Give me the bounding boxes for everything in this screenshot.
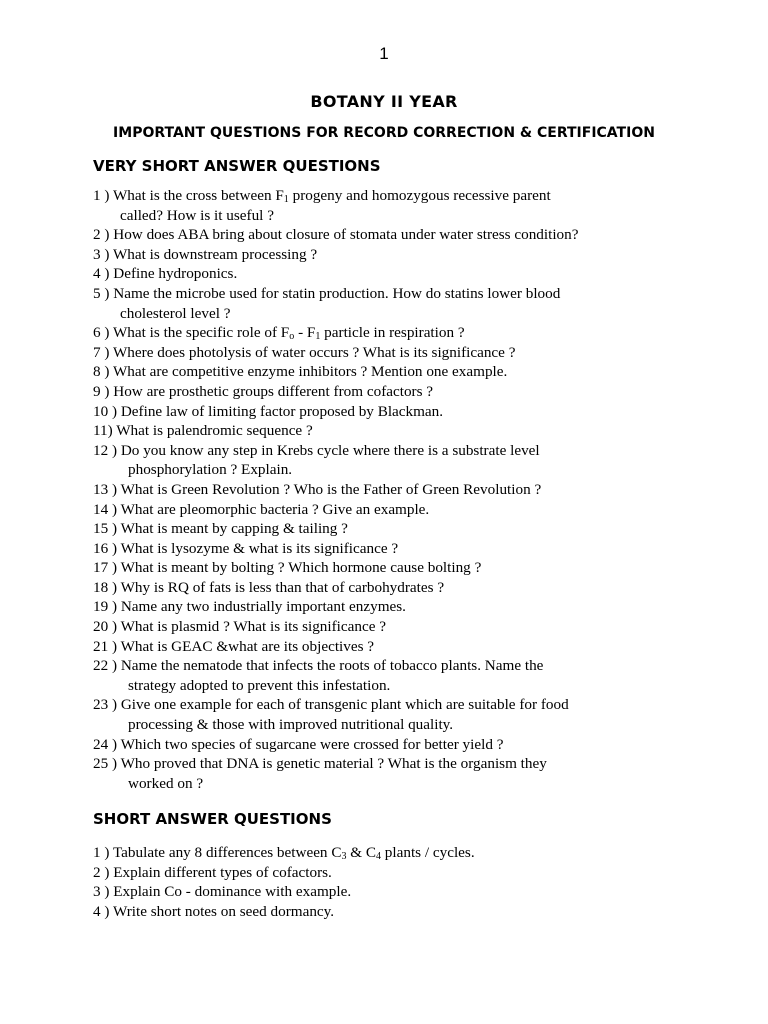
question-text: 23 ) Give one example for each of transgenic plant which are suitable for food	[93, 696, 569, 714]
list-item: 11) What is palendromic sequence ?	[93, 422, 313, 440]
list-item	[93, 656, 713, 695]
question-continuation: worked on ?	[128, 774, 204, 792]
list-item: 21 ) What is GEAC &what are its objectives ?	[93, 637, 375, 655]
question-text: & C	[346, 844, 376, 861]
list-item: 17 ) What is meant by bolting ? Which hormone cause bolting ?	[93, 559, 482, 577]
short-answer-heading: SHORT ANSWER QUESTIONS	[93, 810, 332, 828]
list-item: 7 ) Where does photolysis of water occurs ? What is its significance ?	[93, 343, 516, 361]
question-text: plants / cycles.	[381, 844, 475, 861]
very-short-question-list	[93, 186, 713, 793]
list-item: 24 ) Which two species of sugarcane were crossed for better yield ?	[93, 735, 504, 753]
document-subtitle: IMPORTANT QUESTIONS FOR RECORD CORRECTION & CERTIFICATION	[113, 125, 655, 141]
list-item: 8 ) What are competitive enzyme inhibitors ? Mention one example.	[93, 363, 508, 381]
list-item: 14 ) What are pleomorphic bacteria ? Give an example.	[93, 500, 430, 518]
list-item: 4 ) Write short notes on seed dormancy.	[93, 902, 335, 920]
list-item: 13 ) What is Green Revolution ? Who is the Father of Green Revolution ?	[93, 480, 542, 498]
list-item: 20 ) What is plasmid ? What is its significance ?	[93, 618, 386, 636]
list-item: 16 ) What is lysozyme & what is its significance ?	[93, 539, 399, 557]
list-item: 15 ) What is meant by capping & tailing ?	[93, 520, 348, 538]
list-item	[93, 323, 713, 343]
short-question-list	[93, 843, 713, 921]
list-item: 18 ) Why is RQ of fats is less than that of carbohydrates ?	[93, 578, 445, 596]
list-item	[93, 186, 713, 225]
question-text: 25 ) Who proved that DNA is genetic material ? What is the organism they	[93, 755, 547, 773]
question-text: progeny and homozygous recessive parent	[288, 187, 551, 204]
subscript: 1	[315, 331, 321, 343]
list-item: 3 ) Explain Co - dominance with example.	[93, 883, 352, 901]
question-text: 6 ) What is the specific role of F	[93, 324, 290, 342]
list-item: 3 ) What is downstream processing ?	[93, 245, 318, 263]
list-item	[93, 843, 713, 863]
subscript: 1	[283, 194, 289, 205]
question-text: particle in respiration ?	[320, 324, 465, 342]
list-item: 2 ) Explain different types of cofactors.	[93, 863, 332, 881]
list-item	[93, 754, 713, 793]
question-text: 22 ) Name the nematode that infects the roots of tobacco plants. Name the	[93, 657, 544, 675]
subscript: o	[289, 331, 295, 343]
subscript: 3	[341, 851, 347, 862]
question-continuation: strategy adopted to prevent this infestation.	[128, 676, 391, 694]
list-item	[93, 441, 713, 480]
question-continuation: called? How is it useful ?	[120, 206, 274, 224]
question-text: 12 ) Do you know any step in Krebs cycle where there is a substrate level	[93, 441, 540, 459]
list-item	[93, 695, 713, 734]
list-item: 9 ) How are prosthetic groups different from cofactors ?	[93, 382, 434, 400]
list-item: 19 ) Name any two industrially important enzymes.	[93, 598, 406, 616]
list-item: 10 ) Define law of limiting factor proposed by Blackman.	[93, 402, 444, 420]
document-title: BOTANY II YEAR	[310, 92, 458, 111]
subscript: 4	[376, 851, 381, 862]
very-short-answer-heading: VERY SHORT ANSWER QUESTIONS	[93, 157, 381, 175]
list-item: 4 ) Define hydroponics.	[93, 265, 238, 283]
question-text: - F	[294, 324, 316, 342]
question-text: 1 ) What is the cross between F	[93, 187, 284, 204]
list-item: 2 ) How does ABA bring about closure of stomata under water stress condition?	[93, 226, 579, 244]
list-item	[93, 284, 713, 323]
page-number: 1	[379, 44, 389, 63]
question-continuation: phosphorylation ? Explain.	[128, 461, 293, 479]
question-continuation: cholesterol level ?	[120, 304, 231, 322]
question-text: 5 ) Name the microbe used for statin production. How do statins lower blood	[93, 284, 561, 302]
question-text: 1 ) Tabulate any 8 differences between C	[93, 844, 342, 861]
question-continuation: processing & those with improved nutritional quality.	[128, 716, 454, 734]
